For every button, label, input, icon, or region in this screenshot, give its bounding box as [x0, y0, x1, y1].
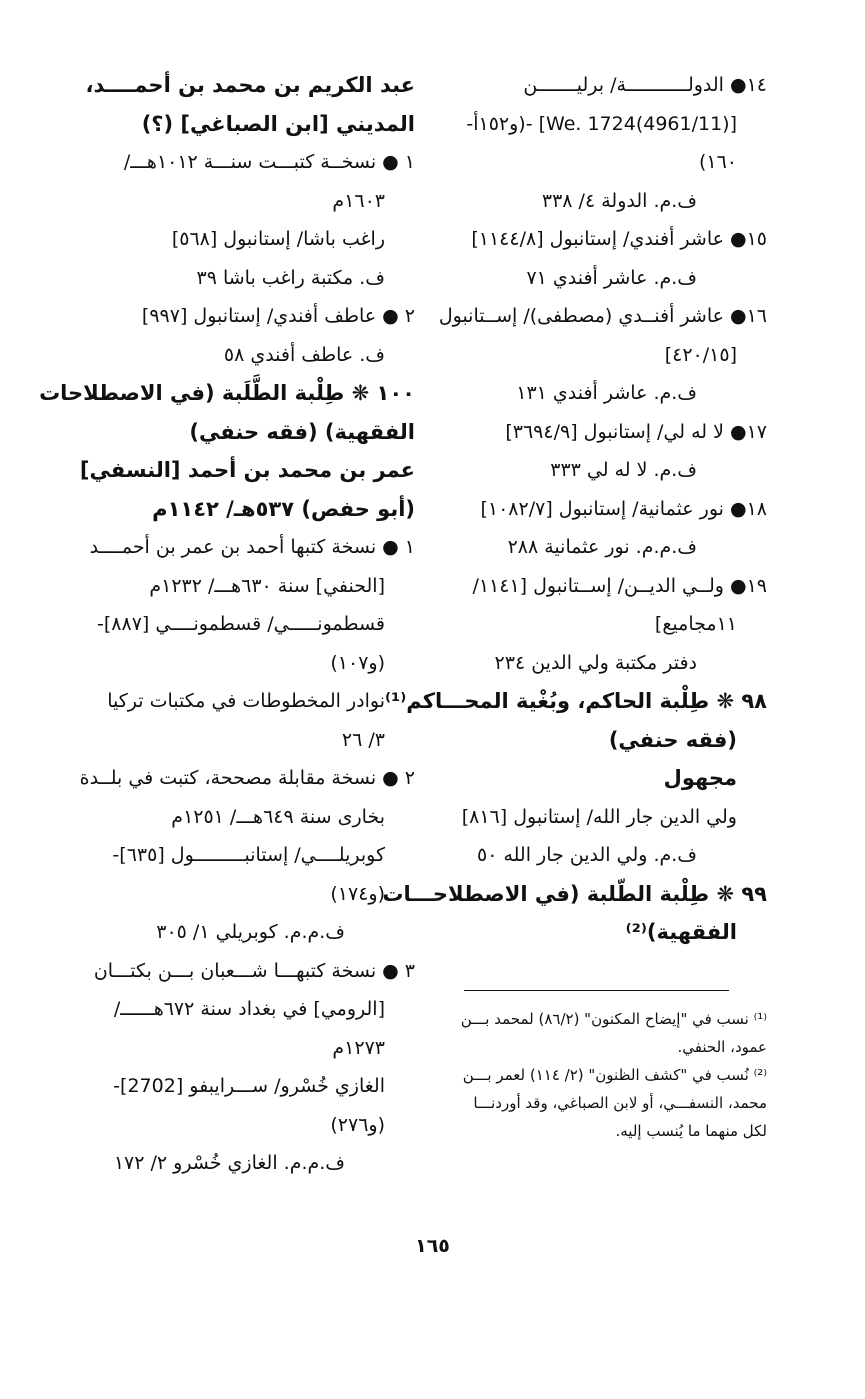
entry-18-catalog: ف.م.م. نور عثمانية ٢٨٨	[507, 536, 697, 558]
entry-19-shelfmark: ١١مجاميع]	[654, 613, 737, 635]
copy-2-catalog: ف. عاطف أفندي ٥٨	[223, 343, 385, 366]
entry-17-catalog: ف.م. لا له لي ٣٣٣	[550, 459, 697, 481]
entry-14: ١٤● الدولـــــــــــة/ برليـــــــن	[523, 74, 767, 96]
left-column	[39, 66, 415, 1183]
entry-14-shelfmark: [(4961/11)We. 1724] -(و١٥٢أ-	[466, 112, 737, 135]
heading-100-subject: الفقهية) (فقه حنفي)	[189, 419, 415, 444]
h100-copy-3-year: ١٢٧٣م	[332, 1036, 385, 1059]
h100-copy-2-date: بخارى سنة ٦٤٩هـــ/ ١٢٥١م	[171, 805, 385, 828]
entry-17: ١٧● لا له لي/ إستانبول [٣٦٩٤/٩]	[505, 420, 767, 443]
entry-19-catalog: دفتر مكتبة ولي الدين ٢٣٤	[494, 651, 697, 674]
h100-copy-1-location: قسطمونـــــي/ قسطمونــــي [٨٨٧]-	[97, 613, 385, 635]
entry-16-catalog: ف.م. عاشر أفندي ١٣١	[516, 382, 697, 404]
entry-14-folios: ١٦٠)	[698, 151, 737, 173]
h100-copy-3-location: الغازي خُسْرو/ ســـرايبفو [2702]-	[113, 1075, 385, 1097]
h100-copy-3-folios: (و٢٧٦)	[330, 1113, 385, 1136]
author-line-1: عبد الكريم بن محمد بن أحمــــد،	[85, 73, 415, 97]
entry-16: ١٦● عاشر أفنــدي (مصطفى)/ إســتانبول	[438, 305, 767, 327]
entry-14-catalog: ف.م. الدولة ٤/ ٣٣٨	[541, 189, 697, 212]
h100-copy-1-folios: (و١٠٧)	[330, 651, 385, 674]
h100-copy-1-catalog: نوادر المخطوطات في مكتبات تركيا	[107, 690, 385, 712]
h100-copy-1-catalog-vol: ٣/ ٢٦	[341, 728, 385, 751]
heading-98-catalog: ف.م. ولي الدين جار الله ٥٠	[476, 844, 697, 866]
h100-copy-2-location: كوبريلــــي/ إستانبـــــــــول [٦٣٥]-	[112, 844, 385, 866]
entry-15: ١٥● عاشر أفندي/ إستانبول [١١٤٤/٨]	[471, 228, 767, 250]
heading-100: ١٠٠ ❋ طِلْبة الطَّلَبة (في الاصطلاحات	[39, 381, 415, 405]
footnotes	[460, 990, 767, 1145]
entry-15-catalog: ف.م. عاشر أفندي ٧١	[526, 266, 697, 289]
entry-16-shelfmark: [٤٢٠/١٥]	[664, 343, 737, 366]
footnote-1: ⁽¹⁾ نسب في "إيضاح المكنون" (٨٦/٢) لمحمد بـــن	[460, 1010, 767, 1028]
copy-1-location: راغب باشا/ إستانبول [٥٦٨]	[171, 228, 385, 250]
copy-1-date: ١٦٠٣م	[332, 189, 385, 212]
h100-copy-2: ٢ ● نسخة مقابلة مصححة، كتبت في بلــدة	[79, 767, 415, 789]
h100-copy-2-catalog: ف.م.م. كوبريلي ١/ ٣٠٥	[156, 921, 345, 943]
heading-98-author: مجهول	[663, 766, 737, 790]
heading-98-subject: (فقه حنفي)	[608, 727, 737, 752]
right-column	[382, 66, 767, 952]
copy-1: ١ ● نسخــة كتبـــت سنـــة ١٠١٢هـــ/	[123, 151, 415, 173]
heading-100-author: عمر بن محمد بن أحمد [النسفي]	[79, 458, 415, 482]
author-line-2: المديني [ابن الصباغي] (؟)	[141, 111, 415, 136]
footnote-1-cont: عمود، الحنفي.	[677, 1038, 767, 1056]
h100-copy-3-date: [الرومي] في بغداد سنة ٦٧٢هــــــ/	[113, 998, 385, 1020]
entry-18: ١٨● نور عثمانية/ إستانبول [١٠٨٢/٧]	[480, 497, 767, 520]
copy-2: ٢ ● عاطف أفندي/ إستانبول [٩٩٧]	[141, 305, 415, 327]
footnote-2-end: لكل منهما ما يُنسب إليه.	[615, 1122, 767, 1140]
page-number: ١٦٥	[415, 1235, 450, 1257]
heading-98-copy: ولي الدين جار الله/ إستانبول [٨١٦]	[461, 805, 737, 828]
h100-copy-1: ١ ● نسخة كتبها أحمد بن عمر بن أحمــــد	[89, 536, 415, 558]
h100-copy-3-catalog: ف.م.م. الغازي خُسْرو ٢/ ١٧٢	[113, 1152, 345, 1174]
copy-1-catalog: ف. مكتبة راغب باشا ٣٩	[196, 266, 385, 289]
h100-copy-1-date: [الحنفي] سنة ٦٣٠هـــ/ ١٢٣٢م	[149, 574, 385, 597]
footnote-2-cont: محمد، النسفـــي، أو لابن الصباغي، وقد أوردنـــا	[473, 1094, 767, 1112]
h100-copy-2-folios: (و١٧٤)	[330, 882, 385, 905]
entry-19: ١٩● ولــي الديــن/ إســتانبول [١١٤١/	[472, 574, 767, 597]
heading-100-author-date: (أبو حفص) ٥٣٧هـ/ ١١٤٢م	[152, 496, 415, 521]
heading-99-cont: الفقهية)⁽²⁾	[625, 920, 737, 944]
heading-98: ٩٨ ❋ طِلْبة الحاكم، وبُغْية المحـــاكم⁽¹⁾	[384, 689, 767, 713]
footnote-2: ⁽²⁾ نُسب في "كشف الظنون" (٢/ ١١٤) لعمر بـــن	[462, 1066, 767, 1084]
footnote-divider	[464, 990, 729, 991]
heading-99: ٩٩ ❋ طِلْبة الطّلبة (في الاصطلاحـــات	[382, 881, 767, 906]
h100-copy-3: ٣ ● نسخة كتبهـــا شـــعبان بـــن بكتـــان	[93, 959, 415, 982]
